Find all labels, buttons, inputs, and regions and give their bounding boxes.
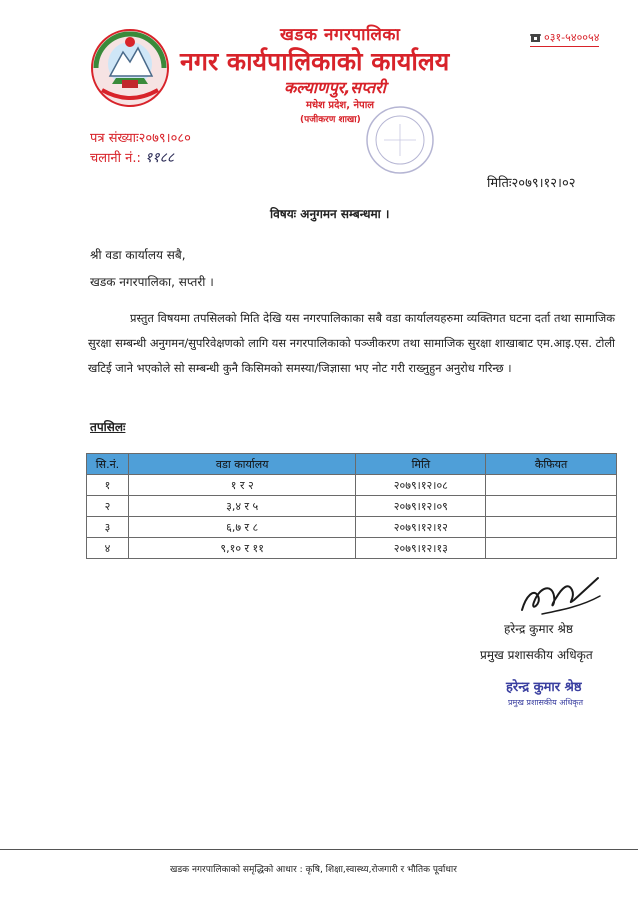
section-line: (पजीकरण शाखा) bbox=[300, 115, 361, 125]
cell-ward-office: ३,४ र ५ bbox=[128, 496, 356, 517]
addressee-line-2: खडक नगरपालिका, सप्तरी । bbox=[90, 275, 214, 289]
subject-line: विषयः अनुगमन सम्बन्धमा । bbox=[270, 207, 390, 221]
reference-value: २०७९।०८० bbox=[138, 131, 191, 146]
seal-title: प्रमुख प्रशासकीय अधिकृत bbox=[508, 698, 584, 707]
letter-body: प्रस्तुत विषयमा तपसिलको मिति देखि यस नगरपालिकाका सबै वडा कार्यालयहरुमा व्यक्तिगत घटना दर्ता तथा सामाजिक सुरक्षा सम्बन्धी अनुगमन/सुपरिवेक्षणको लागि यस नगरपालिकाको पञ्जीकरण तथा सामाजिक सुरक्षा शाखाबाट एम.आइ.एस. टोली खटिई जाने भएकोले सो सम्बन्धी कुनै किसिमको समस्या/जिज्ञासा भए नोट गरी राख्नुहुन अनुरोध गरिन्छ । bbox=[88, 311, 615, 375]
header-remarks: कैफियत bbox=[486, 454, 617, 475]
cell-ward-office: १ र २ bbox=[128, 475, 356, 496]
reference-number bbox=[90, 128, 191, 146]
cell-remarks bbox=[486, 496, 617, 517]
table-header-row bbox=[87, 454, 617, 475]
handwritten-signature-icon bbox=[512, 566, 608, 622]
table-row bbox=[87, 538, 617, 559]
signatory-name: हरेन्द्र कुमार श्रेष्ठ bbox=[504, 622, 573, 636]
cell-remarks bbox=[486, 475, 617, 496]
schedule-label: तपसिलः bbox=[90, 420, 126, 434]
seal-name: हरेन्द्र कुमार श्रेष्ठ bbox=[506, 680, 582, 695]
cell-remarks bbox=[486, 517, 617, 538]
footer-motto: खडक नगरपालिकाको समृद्धिको आधार : कृषि, शिक्षा,स्वास्थ्य,रोजगारी र भौतिक पूर्वाधार bbox=[170, 865, 457, 875]
cell-serial: २ bbox=[87, 496, 129, 517]
org-name: खडक नगरपालिका bbox=[280, 25, 401, 45]
cell-ward-office: ६,७ र ८ bbox=[128, 517, 356, 538]
cell-ward-office: ९,१० र ११ bbox=[128, 538, 356, 559]
cell-remarks bbox=[486, 538, 617, 559]
office-stamp-icon bbox=[364, 104, 436, 176]
phone-value: ०३१-५४००५४ bbox=[544, 31, 600, 44]
letter-date: मितिः२०७९।१२।०२ bbox=[487, 176, 576, 191]
cell-date: २०७९।१२।०८ bbox=[356, 475, 486, 496]
dispatch-label: चलानी नं.: bbox=[90, 151, 141, 166]
telephone-icon bbox=[530, 33, 541, 43]
signatory-title: प्रमुख प्रशासकीय अधिकृत bbox=[480, 648, 593, 662]
table-row bbox=[87, 517, 617, 538]
reference-label: पत्र संख्याः bbox=[90, 131, 139, 146]
cell-date: २०७९।१२।०९ bbox=[356, 496, 486, 517]
header-serial: सि.नं. bbox=[87, 454, 129, 475]
cell-date: २०७९।१२।१३ bbox=[356, 538, 486, 559]
cell-date: २०७९।१२।१२ bbox=[356, 517, 486, 538]
cell-serial: ३ bbox=[87, 517, 129, 538]
nepal-emblem-icon bbox=[90, 28, 170, 108]
province-line: मधेश प्रदेश, नेपाल bbox=[306, 100, 375, 111]
office-location: कल्याणपुर,सप्तरी bbox=[284, 78, 386, 97]
table-row bbox=[87, 496, 617, 517]
phone-number bbox=[530, 30, 599, 47]
table-row bbox=[87, 475, 617, 496]
schedule-table bbox=[86, 453, 617, 559]
office-title: नगर कार्यपालिकाको कार्यालय bbox=[180, 47, 450, 76]
dispatch-value: ११८८ bbox=[145, 150, 175, 166]
header-ward-office: वडा कार्यालय bbox=[128, 454, 356, 475]
dispatch-number bbox=[90, 148, 174, 167]
cell-serial: ४ bbox=[87, 538, 129, 559]
addressee-line-1: श्री वडा कार्यालय सबै, bbox=[90, 248, 186, 262]
cell-serial: १ bbox=[87, 475, 129, 496]
footer-divider bbox=[0, 849, 638, 850]
header-date: मिति bbox=[356, 454, 486, 475]
